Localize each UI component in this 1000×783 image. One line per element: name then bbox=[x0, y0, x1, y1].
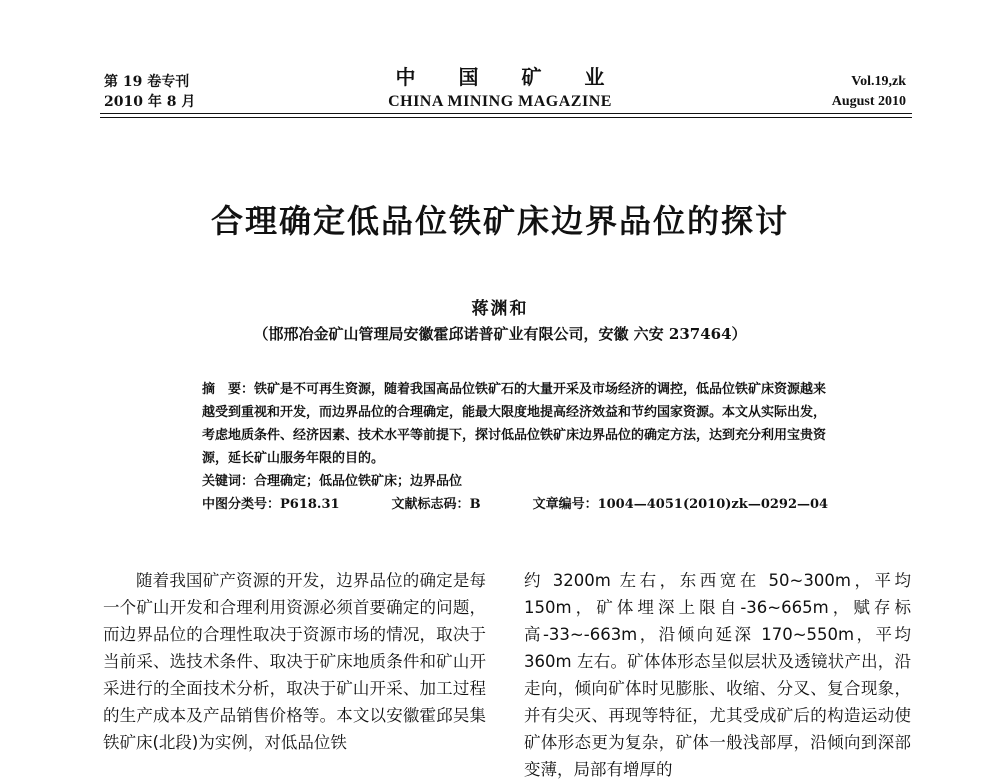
body-paragraph-right: 约 3200m 左右，东西宽在 50~300m，平均 150m，矿体埋深上限自-36~665m，赋存标高-33~-663m，沿倾向延深 170~550m，平均 360m 左右。矿体体形态呈似层状及透镜状产出，沿走向，倾向矿体时见膨胀、收缩、分叉、复合现象，并有尖灭、再现等特征，尤其受成矿后的构造运动使矿体形态更为复杂，矿体一般浅部厚，沿倾向到深部变薄，局部有增厚的 bbox=[524, 571, 911, 779]
doc-code-group bbox=[392, 493, 481, 516]
body-column-left bbox=[103, 567, 486, 756]
abstract-label: 摘 要： bbox=[202, 382, 255, 397]
clc-value: P618.31 bbox=[280, 497, 340, 512]
article-author: 蒋渊和 bbox=[471, 299, 529, 319]
keywords-line bbox=[168, 470, 838, 493]
volume-en: Vol.19,zk bbox=[851, 74, 906, 89]
journal-name-en: CHINA MINING MAGAZINE bbox=[388, 93, 612, 110]
abstract-paragraph bbox=[168, 378, 838, 470]
article-title: 合理确定低品位铁矿床边界品位的探讨 bbox=[210, 202, 789, 240]
abstract-block bbox=[168, 378, 838, 516]
article-no-value: 1004—4051(2010)zk—0292—04 bbox=[597, 497, 829, 512]
issue-date: 2010 年 8 月 bbox=[104, 94, 196, 110]
journal-volume-info bbox=[832, 72, 906, 112]
author-affiliation: （邯邢冶金矿山管理局安徽霍邱诺普矿业有限公司，安徽 六安 237464） bbox=[253, 325, 747, 343]
keywords-text: 合理确定；低品位铁矿床；边界品位 bbox=[254, 474, 463, 489]
doc-code-value: B bbox=[469, 497, 481, 512]
clc-group bbox=[202, 493, 340, 516]
body-column-right bbox=[524, 567, 911, 783]
clc-label: 中图分类号： bbox=[202, 497, 281, 512]
header-rule-bottom bbox=[100, 117, 912, 118]
journal-name-cn: 中 国 矿 业 bbox=[395, 65, 623, 89]
article-no-label: 文章编号： bbox=[532, 497, 598, 512]
header-rule-top bbox=[100, 113, 912, 114]
body-paragraph-left: 随着我国矿产资源的开发，边界品位的确定是每一个矿山开发和合理利用资源必须首要确定的问题，而边界品位的合理性取决于资源市场的情况，取决于当前采、选技术条件、取决于矿床地质条件和矿山开采进行的全面技术分析，取决于矿山开采、加工过程的生产成本及产品销售价格等。本文以安徽霍邱吴集铁矿床(北段)为实例，对低品位铁 bbox=[103, 571, 486, 752]
doc-code-label: 文献标志码： bbox=[391, 497, 470, 512]
keywords-label: 关键词： bbox=[202, 474, 255, 489]
date-en: August 2010 bbox=[831, 94, 906, 109]
classification-line bbox=[168, 493, 838, 516]
article-no-group bbox=[533, 493, 829, 516]
abstract-text: 铁矿是不可再生资源，随着我国高品位铁矿石的大量开采及市场经济的调控，低品位铁矿床资源越来越受到重视和开发，而边界品位的合理确定，能最大限度地提高经济效益和节约国家资源。本文从实际出发，考虑地质条件、经济因素、技术水平等前提下，探讨低品位铁矿床边界品位的确定方法，达到充分利用宝贵资源，延长矿山服务年限的目的。 bbox=[202, 382, 827, 466]
volume-label: 第 19 卷专刊 bbox=[104, 74, 190, 90]
